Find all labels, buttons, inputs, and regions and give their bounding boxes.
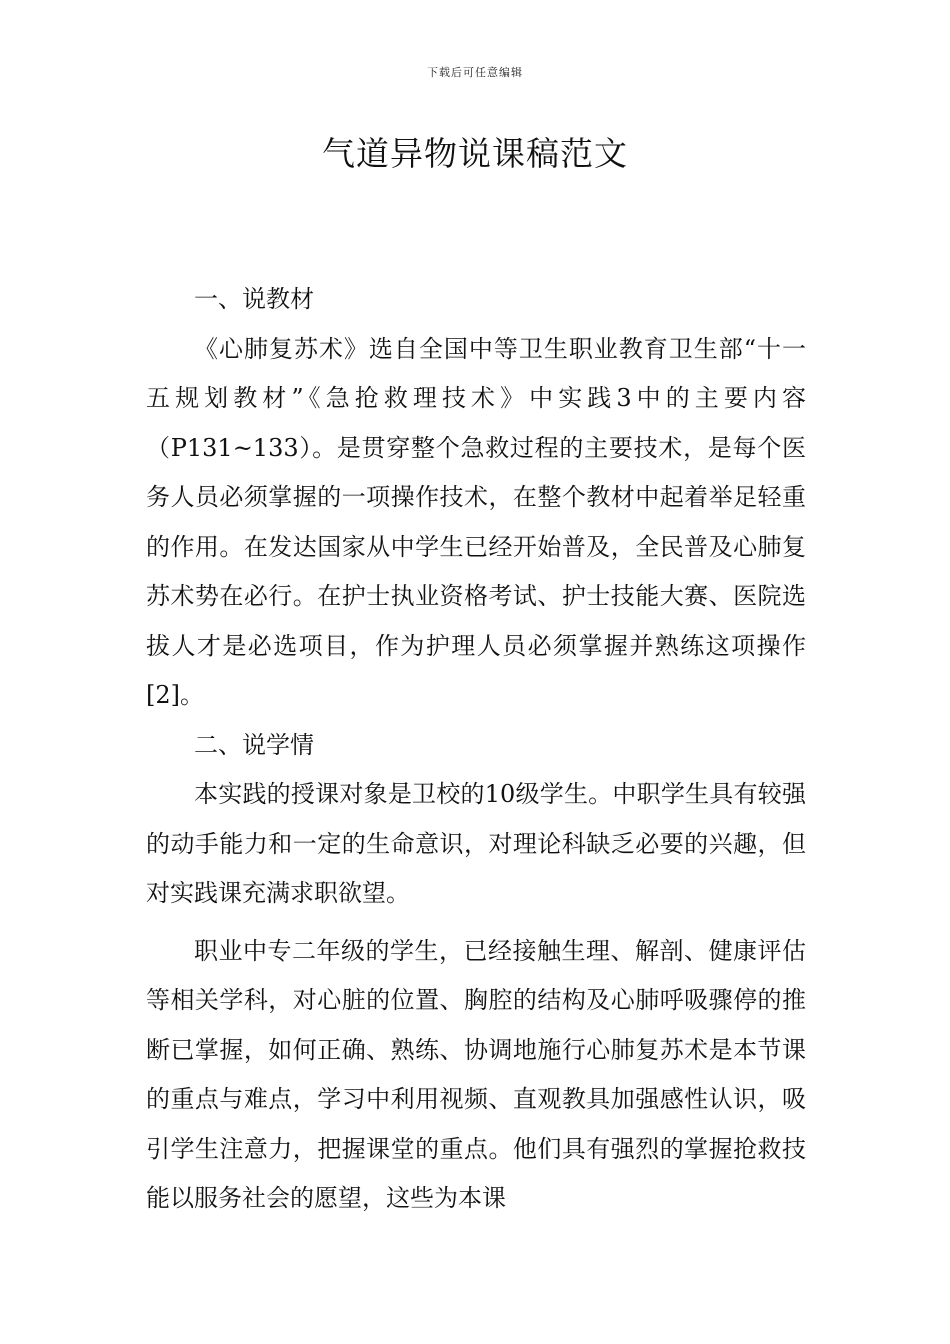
paragraph-students-1: 本实践的授课对象是卫校的10级学生。中职学生具有较强的动手能力和一定的生命意识，对理论科缺乏必要的兴趣，但对实践课充满求职欲望。 — [146, 780, 806, 907]
section-heading-textbook: 一、说教材 — [194, 285, 314, 313]
document-title: 气道异物说课稿范文 — [322, 134, 628, 173]
section-heading-students: 二、说学情 — [194, 730, 314, 759]
document-body — [146, 275, 806, 1224]
paragraph-textbook: 《心肺复苏术》选自全国中等卫生职业教育卫生部“十一五规划教材”《急抢救理技术》中实践3中的主要内容（P131~133）。是贯穿整个急救过程的主要技术，是每个医务人员必须掌握的一项操作技术，在整个教材中起着举足轻重的作用。在发达国家从中学生已经开始普及，全民普及心肺复苏术势在必行。在护士执业资格考试、护士技能大赛、医院选拔人才是必选项目，作为护理人员必须掌握并熟练这项操作[2]。 — [146, 334, 806, 709]
paragraph-students-2: 职业中专二年级的学生，已经接触生理、解剖、健康评估等相关学科，对心脏的位置、胸腔的结构及心肺呼吸骤停的推断已掌握，如何正确、熟练、协调地施行心肺复苏术是本节课的重点与难点，学习中利用视频、直观教具加强感性认识，吸引学生注意力，把握课堂的重点。他们具有强烈的掌握抢救技能以服务社会的愿望，这些为本课 — [146, 936, 806, 1212]
header-note: 下载后可任意编辑 — [427, 66, 523, 79]
